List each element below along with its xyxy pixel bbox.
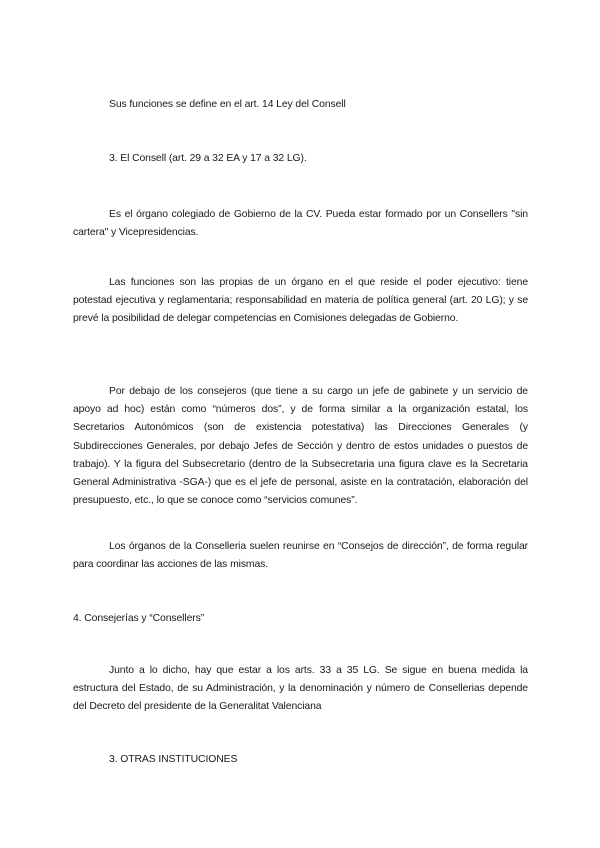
section-heading-otras-instituciones: 3. OTRAS INSTITUCIONES: [109, 754, 238, 765]
paragraph-organo-colegiado: Es el órgano colegiado de Gobierno de la CV. Pueda estar formado por un Consellers "sin cartera" y Vicepresidencias.: [73, 209, 528, 239]
section-heading-consejerias-consellers: 4. Consejerías y “Consellers”: [73, 613, 205, 624]
paragraph-arts-33-35-lg: Junto a lo dicho, hay que estar a los arts. 33 a 35 LG. Se sigue en buena medida la estructura del Estado, de su Administración, y la denominación y número de Consellerias depende del Decreto del presidente de la Generalitat Valenciana: [73, 665, 528, 713]
section-heading-el-consell: 3. El Consell (art. 29 a 32 EA y 17 a 32 LG).: [109, 153, 307, 164]
paragraph-consell-functions-reference: Sus funciones se define en el art. 14 Ley del Consell: [109, 99, 346, 110]
paragraph-estructura-consejerias: Por debajo de los consejeros (que tiene a su cargo un jefe de gabinete y un servicio de apoyo ad hoc) están como “números dos”, y de forma similar a la organización estatal, los Secretarios Autonómicos (son de existencia potestativa) las Direcciones Generales (y Subdirecciones Generales, por debajo Jefes de Sección y dentro de estos unidades o puestos de trabajo). Y la figura del Subsecretario (dentro de la Subsecretaria una figura clave es la Secretaria General Administrativa -SGA-) que es el jefe de personal, asiste en la contratación, elaboración del presupuesto, etc., lo que se conoce como “servicios comunes”.: [73, 386, 528, 507]
paragraph-consejos-direccion: Los órganos de la Conselleria suelen reunirse en “Consejos de dirección”, de forma regular para coordinar las acciones de las mismas.: [73, 541, 528, 571]
paragraph-funciones-poder-ejecutivo: Las funciones son las propias de un órgano en el que reside el poder ejecutivo: tiene potestad ejecutiva y reglamentaria; responsabilidad en materia de política general (art. 20 LG); y se prevé la posibilidad de delegar competencias en Comisiones delegadas de Gobierno.: [73, 277, 528, 325]
